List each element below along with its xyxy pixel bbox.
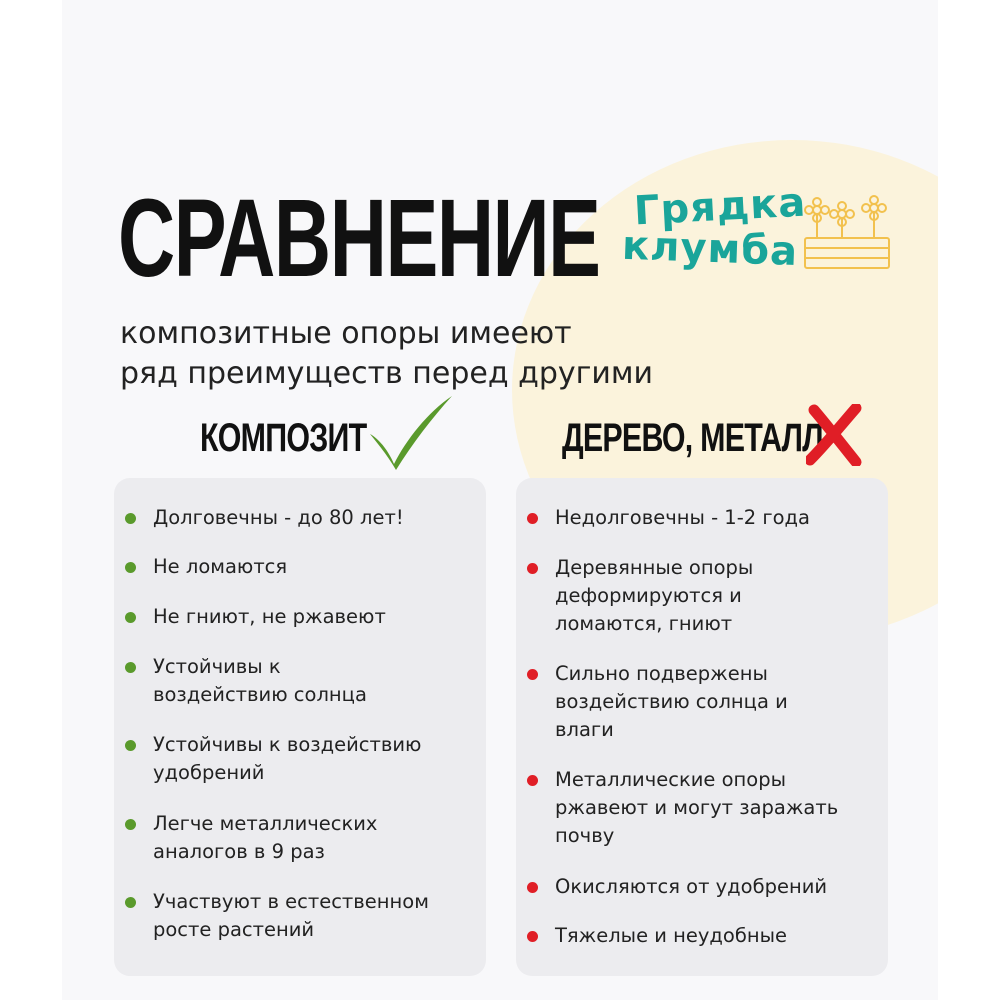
- logo-line-2: клумба: [621, 222, 799, 275]
- page-title: СРАВНЕНИЕ: [118, 177, 600, 300]
- list-item-text: Сильно подвержены воздействию солнца и влаги: [555, 662, 788, 741]
- logo-text: [621, 179, 808, 275]
- list-item: [114, 888, 453, 944]
- brand-logo: [621, 179, 897, 286]
- list-item: [114, 653, 393, 709]
- logo-line-1: Грядка: [632, 179, 808, 235]
- flower-planter-icon: [802, 192, 892, 272]
- list-item: [516, 554, 795, 638]
- list-item-text: Тяжелые и неудобные: [555, 924, 788, 947]
- list-item-text: Деревянные опоры деформируются и ломаются, гниют: [555, 556, 754, 635]
- list-item-text: Окисляются от удобрений: [555, 875, 828, 898]
- wood-metal-header: ДЕРЕВО, МЕТАЛЛ: [562, 416, 823, 460]
- bullet-dot: [125, 562, 136, 573]
- list-item: [516, 504, 875, 532]
- composite-header: КОМПОЗИТ: [200, 416, 367, 460]
- composite-card: [114, 478, 486, 976]
- bullet-dot: [527, 775, 538, 786]
- list-item: [114, 504, 473, 532]
- subtitle: [120, 314, 760, 394]
- bullet-dot: [125, 513, 136, 524]
- check-icon: [366, 394, 454, 472]
- subtitle-line-2: ряд преимуществ перед другими: [120, 356, 654, 391]
- list-item-text: Не ломаются: [153, 555, 288, 578]
- wood-metal-card: [516, 478, 888, 976]
- list-item: [114, 553, 473, 581]
- bullet-dot: [125, 740, 136, 751]
- list-item: [516, 922, 875, 950]
- list-item-text: Устойчивы к воздействию солнца: [153, 655, 367, 706]
- list-item-text: Долговечны - до 80 лет!: [153, 506, 404, 529]
- list-item-text: Недолговечны - 1-2 года: [555, 506, 810, 529]
- list-item: [114, 810, 403, 866]
- cross-icon: [806, 404, 862, 466]
- bullet-dot: [125, 897, 136, 908]
- list-item-text: Не гниют, не ржавеют: [153, 605, 386, 628]
- bullet-dot: [125, 662, 136, 673]
- bullet-dot: [527, 931, 538, 942]
- list-item-text: Участвуют в естественном росте растений: [153, 890, 429, 941]
- list-item: [516, 873, 875, 901]
- bullet-dot: [527, 882, 538, 893]
- bullet-dot: [125, 612, 136, 623]
- subtitle-line-1: композитные опоры имееют: [120, 316, 572, 351]
- list-item-text: Легче металлических аналогов в 9 раз: [153, 812, 378, 863]
- list-item-text: Металлические опоры ржавеют и могут заражать почву: [555, 768, 839, 847]
- list-item: [114, 731, 443, 787]
- bullet-dot: [125, 819, 136, 830]
- list-item-text: Устойчивы к воздействию удобрений: [153, 733, 422, 784]
- list-item: [516, 766, 865, 850]
- bullet-dot: [527, 669, 538, 680]
- bullet-dot: [527, 563, 538, 574]
- list-item: [114, 603, 473, 631]
- bullet-dot: [527, 513, 538, 524]
- list-item: [516, 660, 815, 744]
